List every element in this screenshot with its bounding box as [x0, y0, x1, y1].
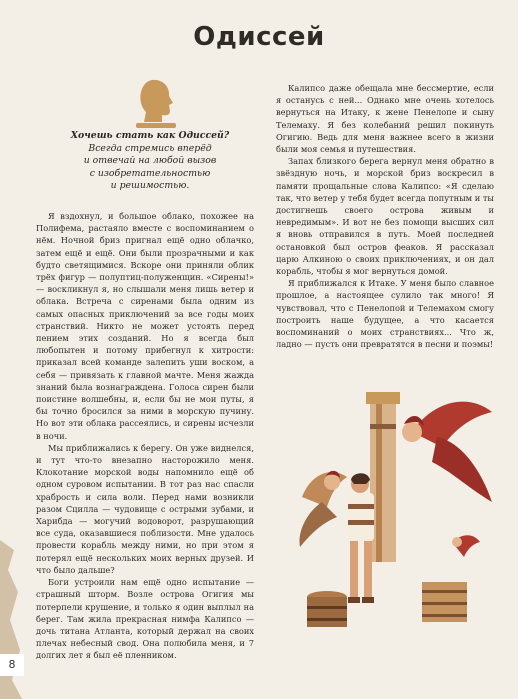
intro-line-1: Хочешь стать как Одиссей? — [70, 130, 230, 141]
paragraph: Мы приближались к берегу. Он уже виднелся, и тут что-то внезапно насторожило меня. Клокотание морской воды напомнило ещё об одном суровом испытании. В тот раз нас спасли храбрость и сила воли. Перед нами возникли разом Сцилла — чудовище с острыми зубами, и Харибда — могучий водоворот, разрушающий все суда, оказавшиеся поблизости. Мне удалось провести корабль между ними, но при этом я потерял ещё нескольких моих верных друзей. И что было дальше? — [36, 442, 254, 575]
head-silhouette-icon — [134, 78, 178, 130]
right-text-column — [276, 82, 494, 350]
intro-line-3: и отвечай на любой вызов — [83, 155, 217, 167]
paragraph: Запах близкого берега вернул меня обратно в звёздную ночь, и морской бриз воскресил в памяти прощальные слова Калипсо: «Я сделаю так, что ветер у тебя будет всегда попутным и ты достигнешь своего острова живым и невредимым». И вот не без помощи высших сил я вновь отправился в путь. Моей последней остановкой был остров феаков. Я рассказал царю Алкиною о своих приключениях, и он дал корабль, чтобы я мог вернуться домой. — [276, 156, 494, 277]
intro-line-5: и решимостью. — [110, 180, 190, 192]
left-text-column — [36, 210, 254, 662]
intro-line-4: с изобретательностью — [89, 167, 211, 179]
odysseus-sirens-illustration — [292, 392, 518, 692]
intro-callout — [60, 130, 240, 193]
paragraph: Я вздохнул, и большое облако, похожее на Полифема, растаяло вместе с воспоминанием о нём. Ночной бриз пригнал ещё одно облачко, затем ещё и ещё. Они были прозрачными и как будто светящимися. Вскоре они приняли облик трёх фигур — полуптиц-полуженщин. «Сирены!» — воскликнул я, но слышали меня лишь ветер и облака. Встреча с сиренами была одним из самых опасных приключений за все годы моих странствий. Никто не может устоять перед пением этих созданий. Но я всегда был любопытен и потому прибегнул к хитрости: приказал всей команде залепить уши воском, а себя — привязать к главной мачте. Меня жажда знаний была вознаграждена. Голоса сирен были поистине волшебны, и, если бы не мои путы, я бы точно бросился за ними в морскую пучину. Но вот эти облака рассеялись, и сирены исчезли в ночи. — [36, 211, 254, 441]
barrel-icon — [307, 591, 347, 627]
paragraph: Я приближался к Итаке. У меня было славное прошлое, а настоящее сулило так много! Я чувствовал, что с Пенелопой и Телемахом смогу построить наше будущее, а что касается воспоминаний о моих странствиях... Что ж, ладно — пусть они превратятся в песни и поэмы! — [276, 278, 494, 350]
page-number: 8 — [0, 654, 24, 676]
siren-icon — [299, 471, 347, 547]
page-title: Одиссей — [193, 22, 325, 52]
siren-icon — [402, 402, 492, 502]
intro-line-2: Всегда стремись вперёд — [88, 142, 212, 154]
paragraph: Боги устроили нам ещё одно испытание — страшный шторм. Возле острова Огигия мы потерпели крушение, и только я один выплыл на берег. Там жила прекрасная нимфа Калипсо — дочь титана Атланта, который держал на своих плечах небесный свод. Она полюбила меня, и 7 долгих лет я был её пленником. — [36, 577, 254, 661]
siren-icon — [452, 535, 480, 557]
crate-icon — [422, 582, 467, 622]
paragraph: Калипсо даже обещала мне бессмертие, если я останусь с ней... Однако мне очень хотелось вернуться на Итаку, к жене Пенелопе и сыну Телемаху. Я без колебаний решил покинуть Огигию. Ведь для меня важнее всего в жизни были моя семья и путешествия. — [276, 83, 494, 155]
